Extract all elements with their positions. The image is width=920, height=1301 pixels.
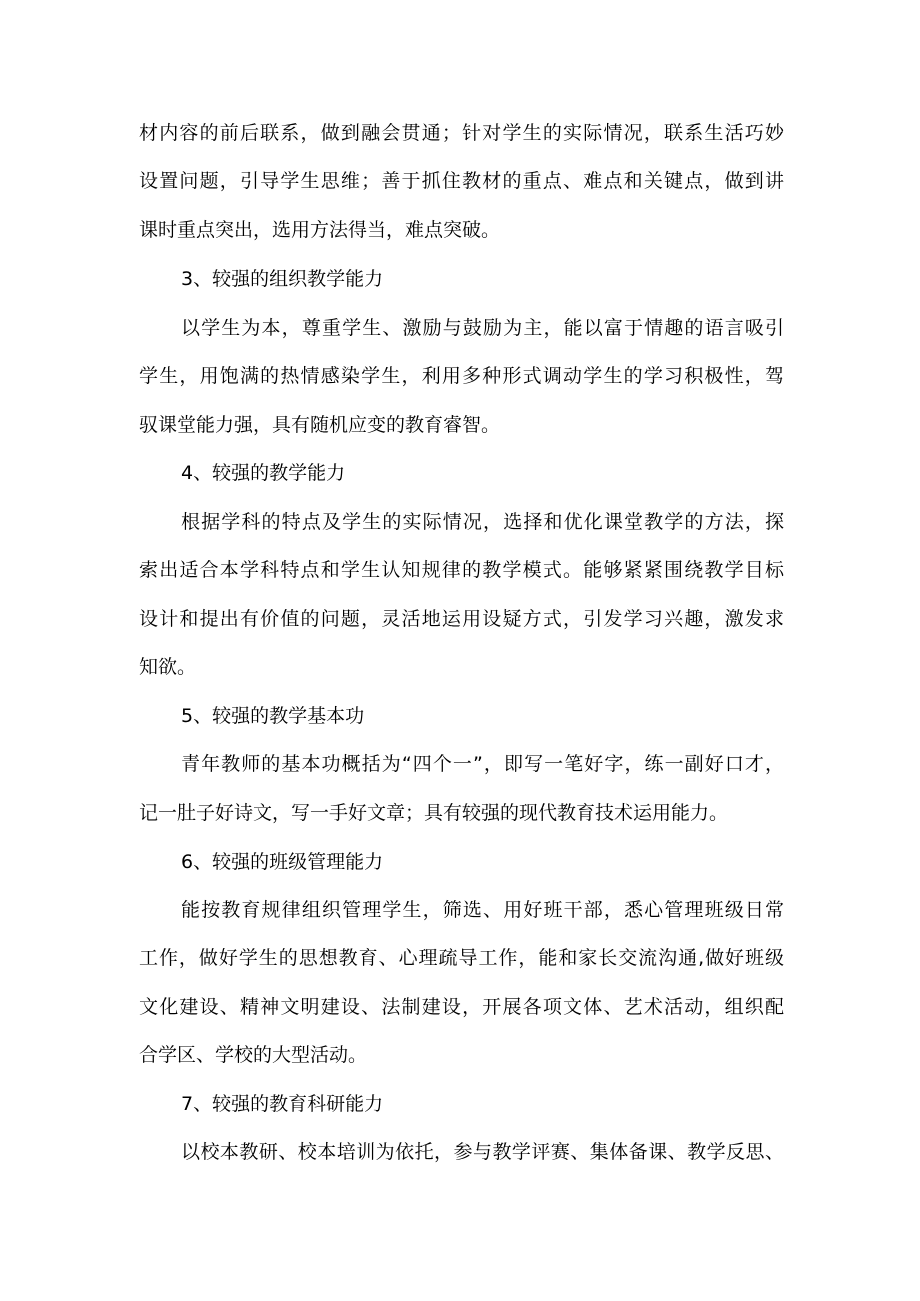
section-heading: 6、较强的班级管理能力 (181, 851, 384, 873)
paragraph-line: 设置问题，引导学生思维；善于抓住教材的重点、难点和关键点，做到讲 (139, 170, 784, 192)
paragraph-line: 文化建设、精神文明建设、法制建设，开展各项文体、艺术活动，组织配 (139, 996, 784, 1018)
section-heading: 3、较强的组织教学能力 (181, 268, 384, 290)
paragraph-line: 能按教育规律组织管理学生，筛选、用好班干部，悉心管理班级日常 (181, 899, 784, 921)
paragraph-line: 以校本教研、校本培训为依托，参与教学评赛、集体备课、教学反思、 (181, 1141, 784, 1163)
paragraph-line: 合学区、学校的大型活动。 (139, 1044, 368, 1066)
paragraph-line: 以学生为本，尊重学生、激励与鼓励为主，能以富于情趣的语言吸引 (181, 317, 784, 339)
paragraph-line: 记一肚子好诗文，写一手好文章；具有较强的现代教育技术运用能力。 (139, 802, 729, 824)
paragraph-line: 青年教师的基本功概括为“四个一”，即写一笔好字，练一副好口才， (181, 753, 784, 775)
paragraph-line: 驭课堂能力强，具有随机应变的教育睿智。 (139, 414, 501, 436)
paragraph-line: 设计和提出有价值的问题，灵活地运用设疑方式，引发学习兴趣，激发求 (139, 608, 784, 630)
paragraph-line: 知欲。 (139, 656, 197, 678)
section-heading: 4、较强的教学能力 (181, 462, 346, 484)
paragraph-line: 材内容的前后联系，做到融会贯通；针对学生的实际情况，联系生活巧妙 (139, 122, 784, 144)
paragraph-line: 课时重点突出，选用方法得当，难点突破。 (139, 219, 501, 241)
paragraph-line: 学生，用饱满的热情感染学生，利用多种形式调动学生的学习积极性，驾 (139, 365, 784, 387)
paragraph-line: 根据学科的特点及学生的实际情况，选择和优化课堂教学的方法，探 (181, 511, 784, 533)
section-heading: 5、较强的教学基本功 (181, 705, 365, 727)
paragraph-line: 工作，做好学生的思想教育、心理疏导工作，能和家长交流沟通,做好班级 (139, 947, 784, 969)
section-heading: 7、较强的教育科研能力 (181, 1093, 384, 1115)
paragraph-line: 索出适合本学科特点和学生认知规律的教学模式。能够紧紧围绕教学目标 (139, 559, 784, 581)
